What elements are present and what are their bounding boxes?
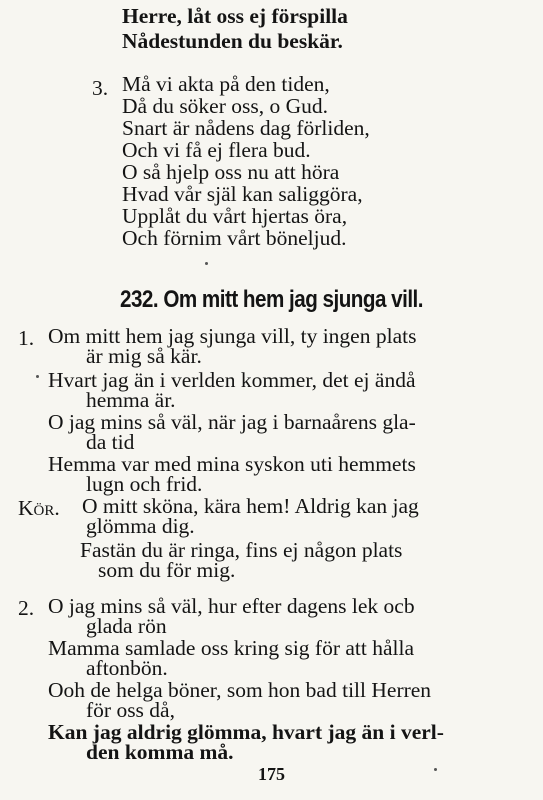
print-speck — [205, 262, 208, 265]
stanza-line: den komma må. — [86, 740, 234, 764]
stanza-line: lugn och frid. — [86, 472, 203, 496]
print-speck — [434, 768, 437, 771]
verse-line: Herre, låt oss ej förspilla — [122, 4, 348, 28]
verse-line: Och vi få ej flera bud. — [122, 138, 311, 162]
stanza-line: Ooh de helga böner, som hon bad till Herren — [48, 678, 432, 702]
stanza-line: hemma är. — [86, 388, 176, 412]
stanza-number: 2. — [18, 596, 35, 620]
verse-line: Nådestunden du beskär. — [122, 29, 343, 53]
stanza-line: glada rön — [86, 614, 167, 638]
chorus-line: glömma dig. — [86, 514, 195, 538]
stanza-line: Kan jag aldrig glömma, hvart jag än i verl- — [48, 720, 444, 744]
stanza-line: Hemma var med mina syskon uti hemmets — [48, 452, 416, 476]
stanza-line: da tid — [86, 430, 135, 454]
verse-line: Hvad vår själ kan saliggöra, — [122, 182, 363, 206]
stanza-line: för oss då, — [86, 698, 175, 722]
chorus-line: som du för mig. — [98, 558, 236, 582]
verse-line: Må vi akta på den tiden, — [122, 72, 330, 96]
stanza-line: Om mitt hem jag sjunga vill, ty ingen plats — [48, 324, 417, 348]
verse-line: Och förnim vårt böneljud. — [122, 226, 347, 250]
stanza-line: aftonbön. — [86, 656, 168, 680]
stanza-line: O jag mins så väl, hur efter dagens lek ocb — [48, 594, 415, 618]
chorus-label: Kör. — [18, 496, 60, 520]
stanza-number: 1. — [18, 326, 35, 350]
stanza-line: är mig så kär. — [86, 344, 202, 368]
verse-line: Upplåt du vårt hjertas öra, — [122, 204, 348, 228]
stanza-line: Hvart jag än i verlden kommer, det ej ändå — [48, 368, 416, 392]
hymn-title: 232. Om mitt hem jag sjunga vill. — [120, 286, 423, 313]
stanza-line: Mamma samlade oss kring sig för att hålla — [48, 636, 415, 660]
verse-line: Snart är nådens dag förliden, — [122, 116, 370, 140]
print-speck — [36, 375, 39, 378]
chorus-line: Fastän du är ringa, fins ej någon plats — [80, 538, 403, 562]
page-number: 175 — [258, 764, 285, 784]
stanza-line: O jag mins så väl, när jag i barnaårens gla- — [48, 410, 416, 434]
verse-number: 3. — [92, 76, 109, 100]
verse-line: O så hjelp oss nu att höra — [122, 160, 340, 184]
verse-line: Då du söker oss, o Gud. — [122, 94, 329, 118]
chorus-line: O mitt sköna, kära hem! Aldrig kan jag — [82, 494, 419, 518]
